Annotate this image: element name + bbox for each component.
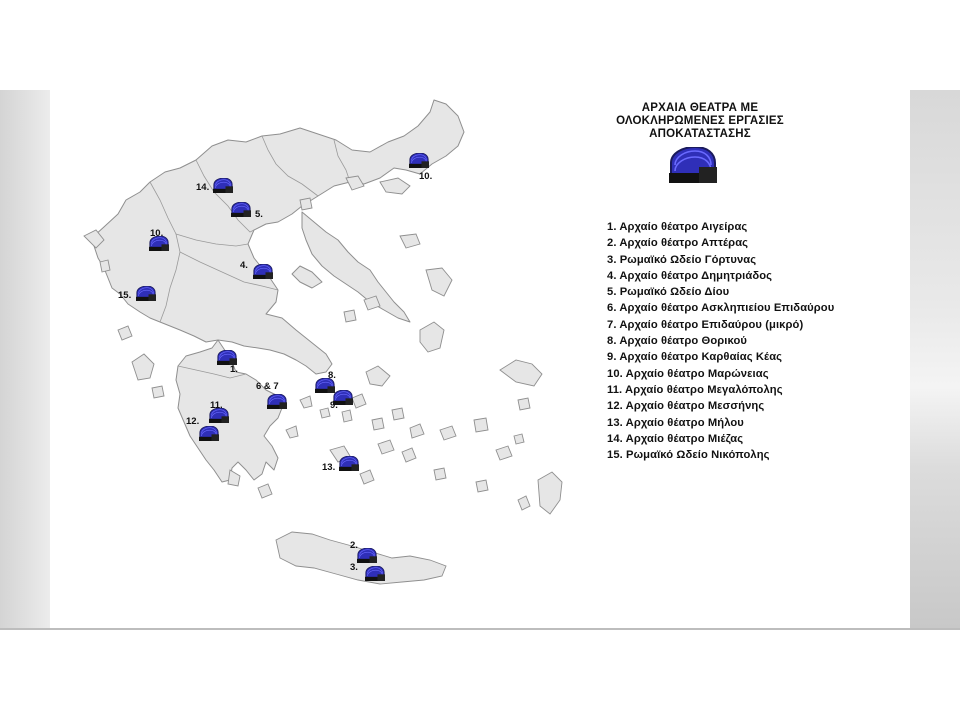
legend-item: 12. Αρχαίο θέατρο Μεσσήνης [607,400,765,413]
marker-3-gortyna [365,566,385,581]
legend-item: 3. Ρωμαϊκό Ωδείο Γόρτυνας [607,253,757,266]
marker-15-nikopolis [136,286,156,301]
legend-item: 15. Ρωμαϊκό Ωδείο Νικόπολης [607,449,770,462]
marker-label: 14. [196,182,210,193]
marker-label: 12. [186,416,200,427]
legend-title-line: ΑΠΟΚΑΤΑΣΤΑΣΗΣ [649,128,751,140]
legend-item: 6. Αρχαίο θέατρο Ασκληπιείου Επιδαύρου [607,302,835,315]
marker-13-milos [339,456,359,471]
marker-label: 3. [350,562,358,573]
marker-1-aigeira [217,350,237,365]
marker-label: 1. [230,364,238,375]
legend-item: 4. Αρχαίο θέατρο Δημητριάδος [607,269,773,282]
legend-item: 9. Αρχαίο θέατρο Καρθαίας Κέας [607,351,783,364]
legend-theater-icon [669,147,717,183]
legend-item: 13. Αρχαίο θέατρο Μήλου [607,416,744,429]
marker-label: 10. [419,171,433,182]
legend-item: 14. Αρχαίο θέατρο Μιέζας [607,432,744,445]
legend-item: 11. Αρχαίο θέατρο Μεγαλόπολης [607,383,783,396]
marker-label: 6 & 7 [256,381,279,392]
marker-label: 15. [118,290,132,301]
marker-12-messene [199,426,219,441]
marker-label: 4. [240,260,248,271]
marker-label: 10. [150,228,164,239]
legend-title-line: ΑΡΧΑΙΑ ΘΕΑΤΡΑ ΜΕ [641,102,759,114]
marker-14-mieza [213,178,233,193]
legend-item: 5. Ρωμαϊκό Ωδείο Δίου [607,286,730,299]
marker-10-maroneia [409,153,429,168]
marker-label: 5. [255,209,263,220]
marker-label: 11. [210,400,223,411]
legend-item: 8. Αρχαίο θέατρο Θορικού [607,335,747,348]
legend-item: 1. Αρχαίο θέατρο Αιγείρας [607,221,748,233]
legend-item: 7. Αρχαίο θέατρο Επιδαύρου (μικρό) [607,318,804,331]
marker-6-7-epidaurus [267,394,287,409]
marker-label: 8. [328,370,336,381]
marker-label: 9. [330,400,338,411]
legend-title [590,102,810,141]
legend-item: 2. Αρχαίο θέατρο Απτέρας [607,237,749,250]
marker-4-demetrias [253,264,273,279]
legend-item: 10. Αρχαίο θέατρο Μαρώνειας [607,367,769,380]
marker-5-dion [231,202,251,217]
marker-label: 13. [322,462,336,473]
legend-list [607,219,907,463]
legend-title-line: ΟΛΟΚΛΗΡΩΜΕΝΕΣ ΕΡΓΑΣΙΕΣ [616,115,784,127]
marker-2-aptera [357,548,377,563]
marker-label: 2. [350,540,358,551]
